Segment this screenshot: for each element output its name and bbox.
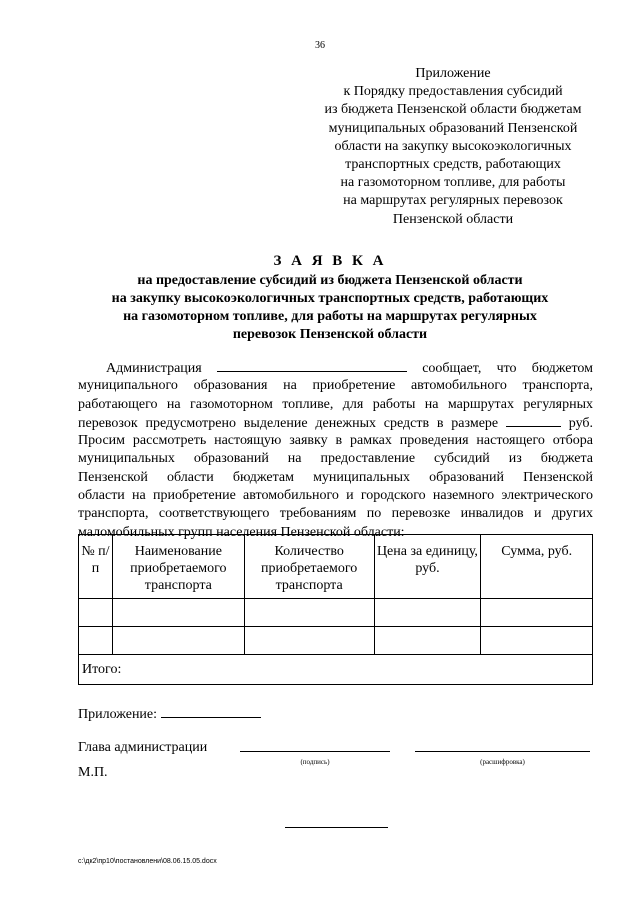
body-line: Пензенской области бюджетам муниципальных образований Пензенской — [78, 469, 593, 485]
body-line: перевозок предусмотрено выделение денежных средств в размере руб. — [78, 415, 594, 431]
annex-line: области на закупку высокоэкологичных — [334, 138, 572, 154]
table-cell[interactable] — [244, 627, 374, 655]
table-row — [79, 599, 593, 627]
body-line: области на приобретение автомобильного и городского наземного электрического — [78, 488, 593, 504]
decode-caption: (расшифровка) — [480, 758, 525, 766]
body-line: транспорта, соответствующего требованиям по перевозке инвалидов и других — [78, 506, 593, 522]
col-unit-price: Цена за единицу, руб. — [374, 535, 481, 599]
signature-caption: (подпись) — [300, 758, 330, 766]
stamp-label: М.П. — [78, 765, 108, 780]
col-sum: Сумма, руб. — [481, 535, 593, 599]
table-cell[interactable] — [481, 599, 593, 627]
annex-line: к Порядку предоставления субсидий — [343, 84, 563, 100]
head-of-administration-label: Глава администрации — [78, 740, 208, 755]
annex-line: транспортных средств, работающих — [345, 157, 561, 173]
administration-blank[interactable] — [217, 359, 407, 372]
file-path-footer: c:\дк2\пр10\постановлени\08.06.15.05.docx — [78, 858, 217, 865]
annex-line: на газомоторном топливе, для работы — [340, 175, 566, 191]
attachment-line: Приложение: — [78, 705, 261, 723]
annex-block — [298, 65, 608, 229]
annex-line: из бюджета Пензенской области бюджетам — [324, 102, 582, 118]
body-line: муниципального образования на приобретение автомобильного транспорта, — [78, 378, 593, 394]
table-row — [79, 627, 593, 655]
amount-blank[interactable] — [506, 414, 561, 427]
table-cell[interactable] — [244, 599, 374, 627]
title-line: на предоставление субсидий из бюджета Пензенской области — [137, 273, 523, 288]
annex-line: Пензенской области — [392, 211, 514, 227]
body-line: работающего на газомоторном топливе, для работы на маршрутах регулярных — [78, 396, 593, 412]
document-title — [70, 252, 590, 344]
title-line: перевозок Пензенской области — [232, 327, 428, 342]
annex-line: муниципальных образований Пензенской — [328, 120, 578, 136]
annex-line: Приложение — [415, 66, 491, 81]
page-number: 36 — [315, 40, 325, 51]
body-line: Просим рассмотреть настоящую заявку в рамках проведения настоящего отбора — [78, 433, 593, 449]
table-cell[interactable] — [374, 627, 481, 655]
body-line: Администрация сообщает, что бюджетом — [106, 361, 594, 376]
body-line: муниципальных образований на предоставление субсидий из бюджета — [78, 451, 593, 467]
table-cell[interactable] — [374, 599, 481, 627]
table-header-row — [79, 535, 593, 599]
decode-line[interactable] — [415, 750, 590, 752]
table-cell[interactable] — [112, 627, 244, 655]
col-name: Наименование приобретаемого транспорта — [112, 535, 244, 599]
transport-table — [78, 534, 593, 685]
table-cell[interactable] — [112, 599, 244, 627]
attachment-blank[interactable] — [161, 705, 261, 718]
col-number: № п/п — [79, 535, 113, 599]
request-body — [78, 359, 593, 542]
title-heading: З А Я В К А — [273, 253, 387, 269]
annex-line: на маршрутах регулярных перевозок — [343, 193, 563, 209]
table-cell[interactable] — [481, 627, 593, 655]
title-line: на закупку высокоэкологичных транспортных средств, работающих — [111, 291, 549, 306]
total-row — [79, 655, 593, 685]
title-line: на газомоторном топливе, для работы на маршрутах регулярных — [123, 309, 537, 324]
table-cell[interactable] — [79, 627, 113, 655]
table-cell[interactable] — [79, 599, 113, 627]
body-line: маломобильных групп населения Пензенской области: — [78, 524, 405, 540]
col-quantity: Количество приобретаемого транспорта — [244, 535, 374, 599]
closing-line — [285, 826, 388, 828]
total-label: Итого: — [79, 655, 593, 685]
signature-line[interactable] — [240, 750, 390, 752]
